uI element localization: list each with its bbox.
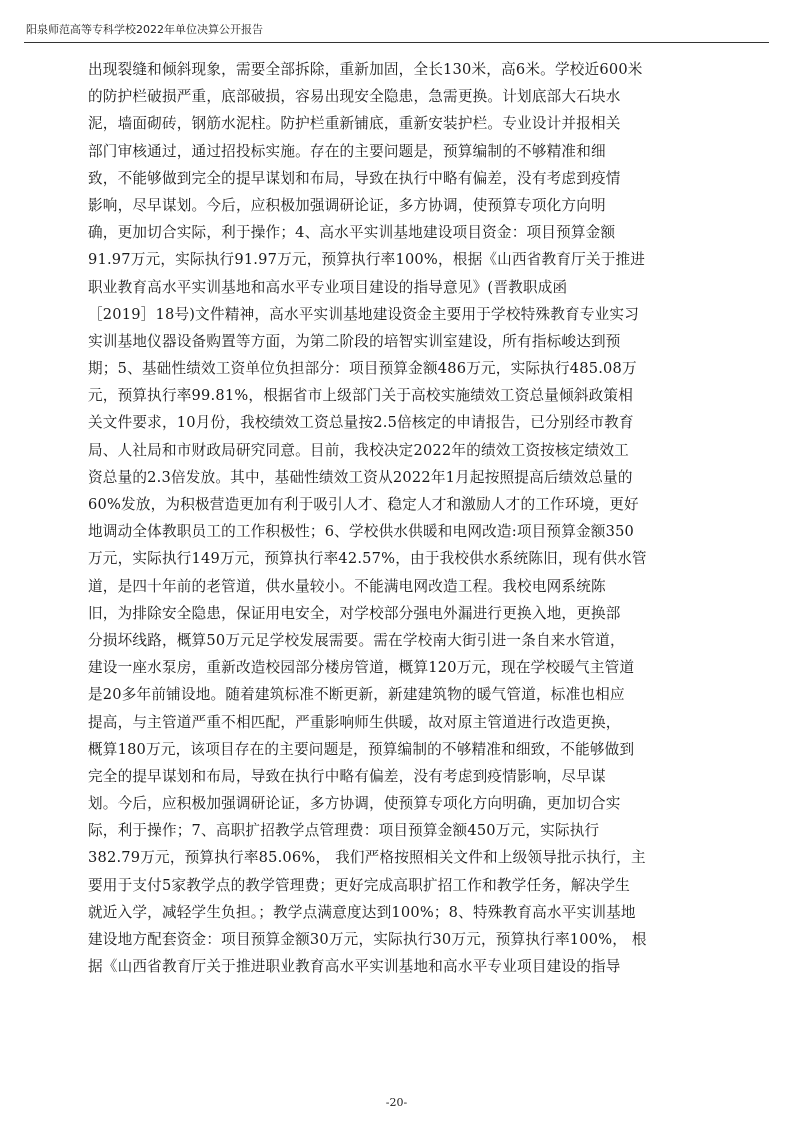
body-line: 提高，与主管道严重不相匹配，严重影响师生供暖，故对原主管道进行改造更换， [88, 713, 621, 731]
body-line: 分损坏线路，概算50万元足学校发展需要。需在学校南大街引进一条自来水管道， [88, 631, 625, 649]
body-line: 91.97万元，实际执行91.97万元，预算执行率100%，根据《山西省教育厅关于推进 [88, 251, 646, 269]
body-line: 元，预算执行率99.81%，根据省市上级部门关于高校实施绩效工资总量倾斜政策相 [88, 387, 634, 405]
body-line: ［2019］18号)文件精神，高水平实训基地建设资金主要用于学校特殊教育专业实习 [88, 305, 640, 323]
body-line: 建设一座水泵房，重新改造校园部分楼房管道，概算120万元，现在学校暖气主管道 [88, 659, 635, 677]
body-line: 期；5、基础性绩效工资单位负担部分：项目预算金额486万元，实际执行485.08万 [88, 360, 637, 378]
body-line: 确，更加切合实际，利于操作；4、高水平实训基地建设项目资金：项目预算金额 [88, 224, 616, 242]
body-line: 泥，墙面砌砖，钢筋水泥柱。防护栏重新铺底，重新安装护栏。专业设计并报相关 [88, 115, 621, 133]
body-line: 关文件要求，10月份，我校绩效工资总量按2.5倍核定的申请报告，已分别经市教育 [88, 414, 634, 432]
body-line: 地调动全体教职员工的工作积极性；6、学校供水供暖和电网改造:项目预算金额350 [88, 523, 635, 541]
body-line: 影响，尽早谋划。今后，应积极加强调研论证，多方协调，使预算专项化方向明 [88, 196, 606, 214]
body-line: 万元，实际执行149万元，预算执行率42.57%，由于我校供水系统陈旧，现有供水管 [88, 550, 647, 568]
body-line: 据《山西省教育厅关于推进职业教育高水平实训基地和高水平专业项目建设的指导 [88, 958, 621, 976]
report-body-text [88, 56, 708, 980]
body-line: 旧，为排除安全隐患，保证用电安全，对学校部分强电外漏进行更换入地，更换部 [88, 604, 621, 622]
body-line: 实训基地仪器设备购置等方面，为第二阶段的培智实训室建设，所有指标峻达到预 [88, 332, 621, 350]
body-line: 的防护栏破损严重，底部破损，容易出现安全隐患，急需更换。计划底部大石块水 [88, 88, 621, 106]
page-header [24, 22, 769, 43]
page-number: -20- [385, 1096, 408, 1109]
body-line: 致，不能够做到完全的提早谋划和布局，导致在执行中略有偏差，没有考虑到疫情 [88, 169, 621, 187]
body-line: 划。今后，应积极加强调研论证，多方协调，使预算专项化方向明确，更加切合实 [88, 795, 621, 813]
body-line: 际，利于操作；7、高职扩招教学点管理费：项目预算金额450万元，实际执行 [88, 822, 600, 840]
body-line: 完全的提早谋划和布局，导致在执行中略有偏差，没有考虑到疫情影响，尽早谋 [88, 767, 606, 785]
body-line: 道，是四十年前的老管道，供水量较小。不能满电网改造工程。我校电网系统陈 [88, 577, 606, 595]
body-line: 60%发放，为积极营造更加有利于吸引人才、稳定人才和激励人才的工作环境，更好 [88, 496, 639, 513]
body-line: 概算180万元，该项目存在的主要问题是，预算编制的不够精准和细致，不能够做到 [88, 740, 635, 758]
report-header-title: 阳泉师范高等专科学校2022年单位决算公开报告 [26, 23, 263, 36]
body-line: 是20多年前铺设地。随着建筑标准不断更新，新建建筑物的暖气管道，标准也相应 [88, 686, 625, 704]
body-line: 建设地方配套资金：项目预算金额30万元，实际执行30万元，预算执行率100%， 根 [88, 931, 647, 948]
body-line: 出现裂缝和倾斜现象，需要全部拆除，重新加固，全长130米，高6米。学校近600米 [88, 61, 643, 78]
body-line: 职业教育高水平实训基地和高水平专业项目建设的指导意见》(晋教职成函 [88, 278, 568, 296]
body-line: 局、人社局和市财政局研究同意。目前，我校决定2022年的绩效工资按核定绩效工 [88, 441, 629, 459]
body-line: 部门审核通过，通过招投标实施。存在的主要问题是，预算编制的不够精准和细 [88, 142, 606, 160]
body-line: 就近入学，减轻学生负担。；教学点满意度达到100%；8、特殊教育高水平实训基地 [88, 903, 636, 921]
body-line: 382.79万元，预算执行率85.06%， 我们严格按照相关文件和上级领导批示执行，主 [88, 849, 646, 867]
body-line: 要用于支付5家教学点的教学管理费；更好完成高职扩招工作和教学任务，解决学生 [88, 876, 631, 894]
body-line: 资总量的2.3倍发放。其中，基础性绩效工资从2022年1月起按照提高后绩效总量的 [88, 468, 633, 486]
